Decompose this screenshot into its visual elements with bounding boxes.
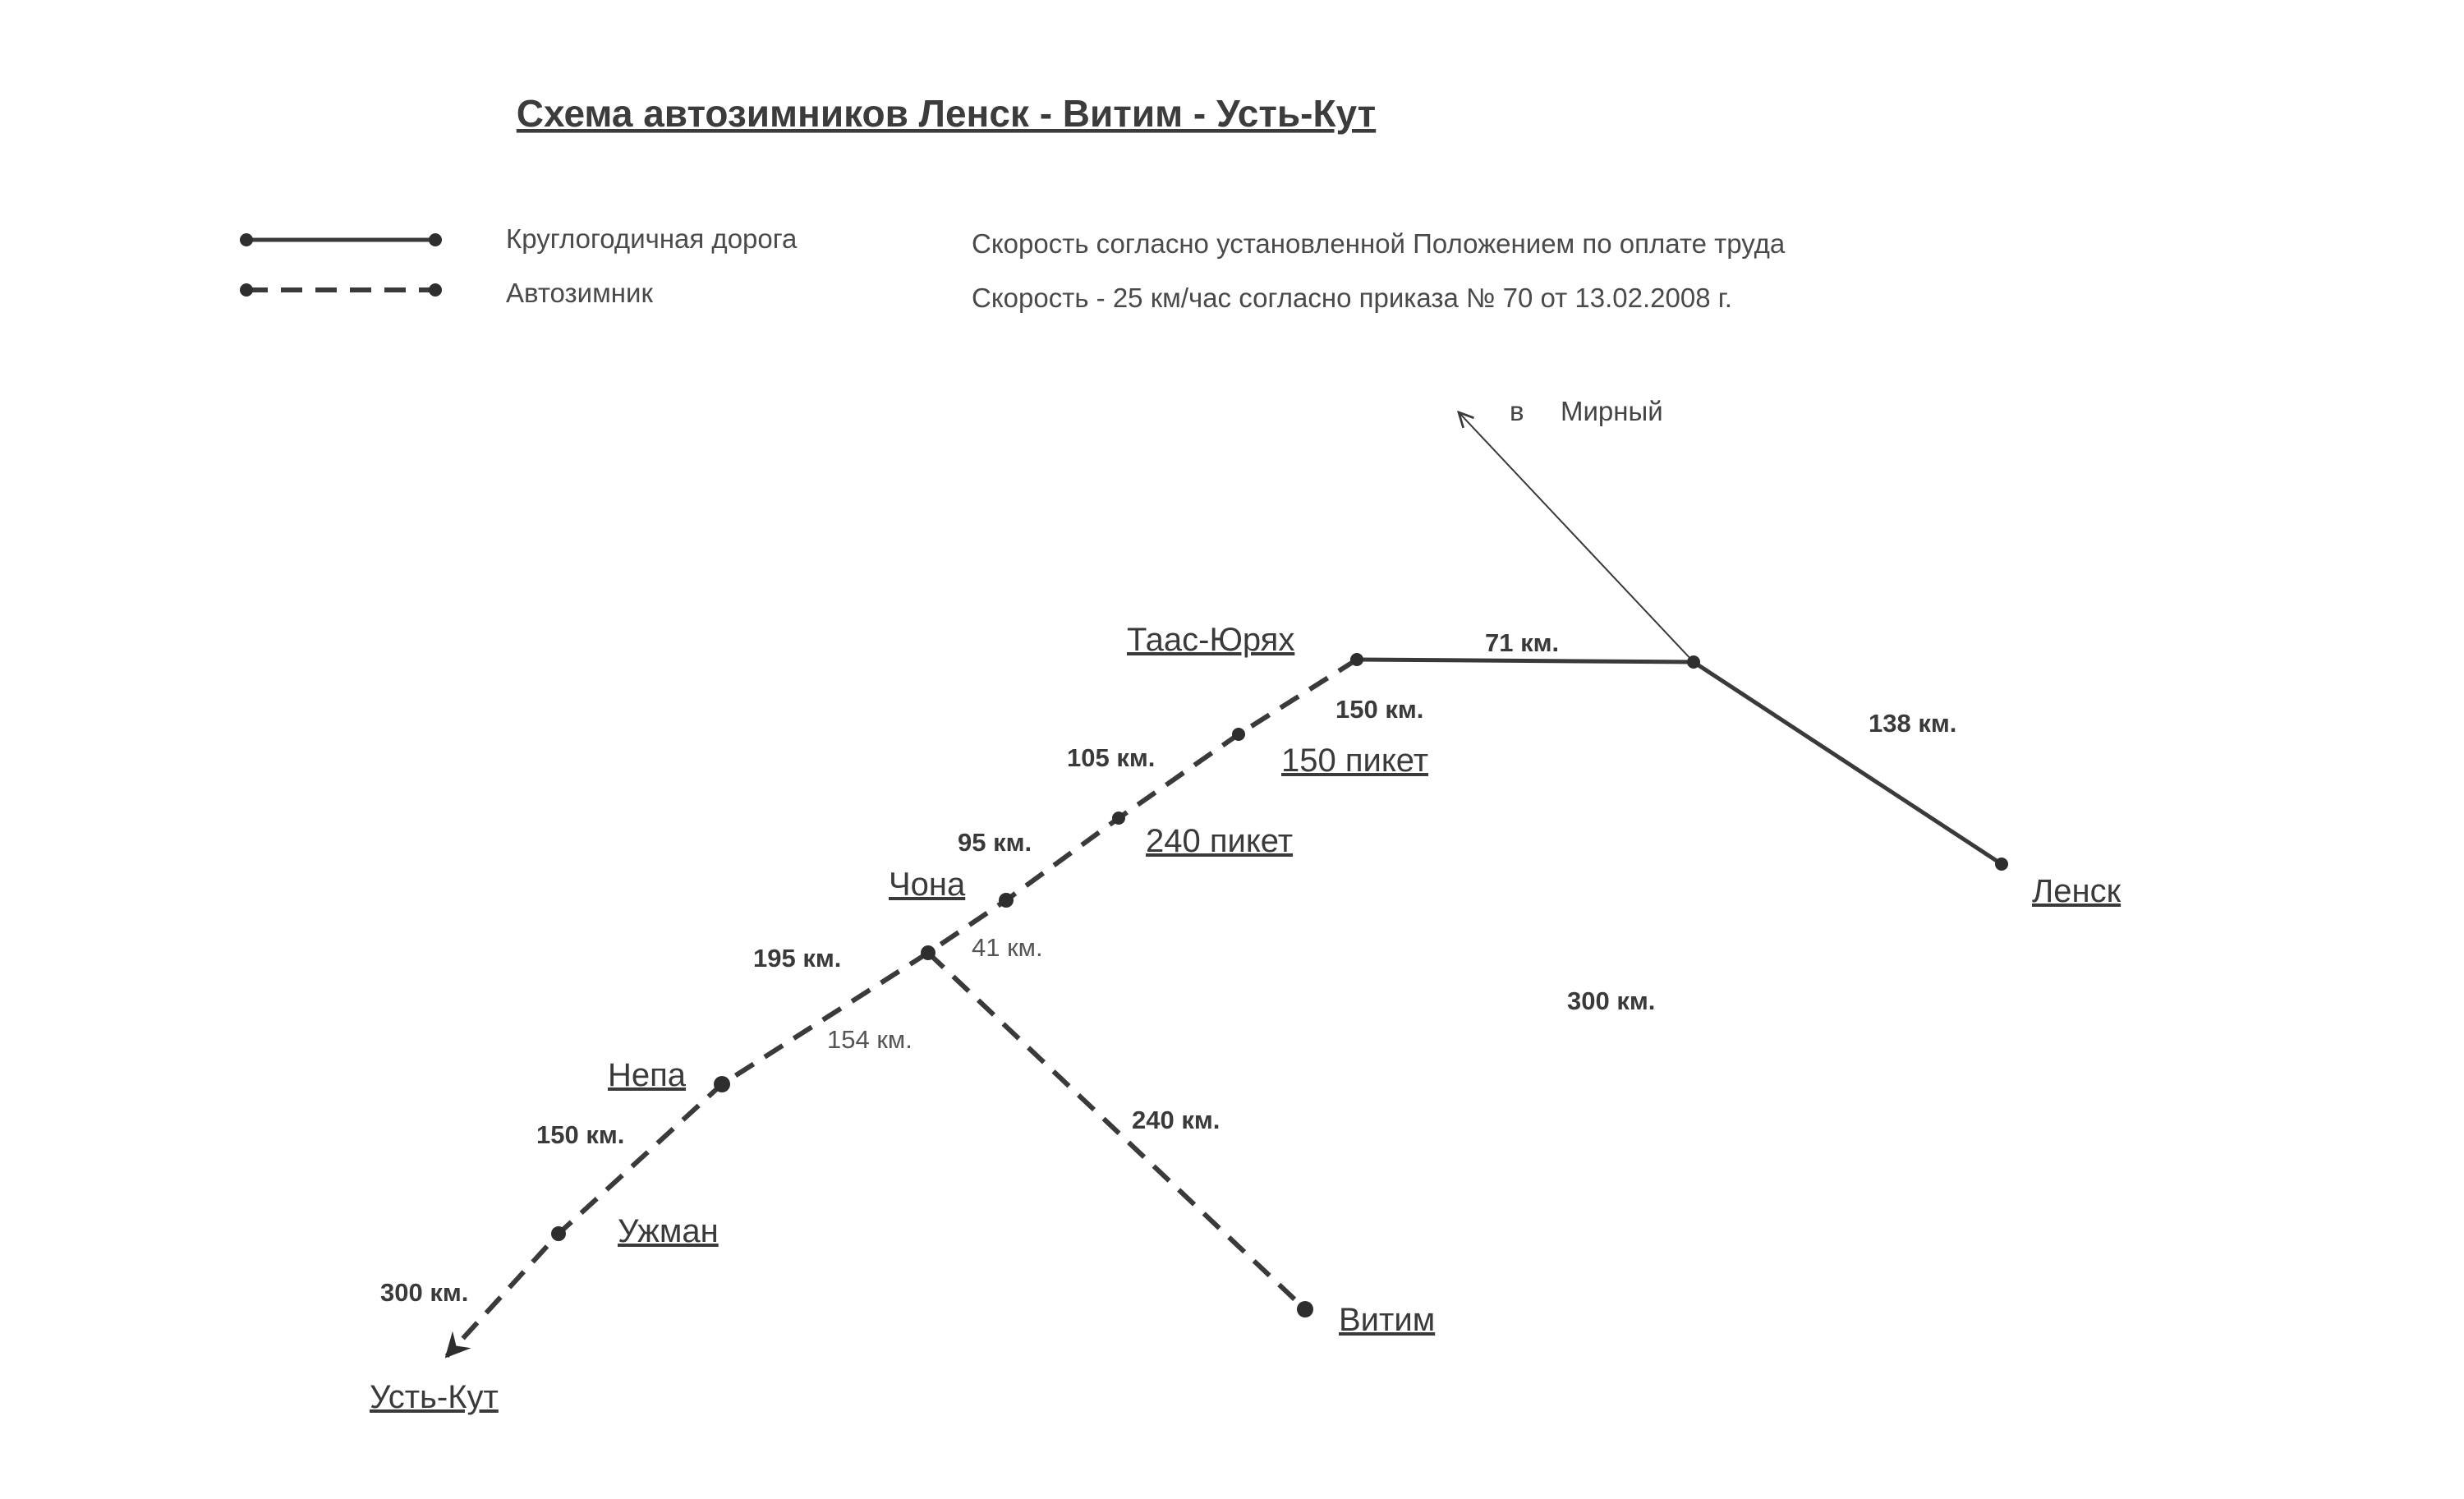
place-ust-kut: Усть-Кут — [370, 1379, 499, 1415]
distance-labels — [380, 628, 1956, 1307]
place-chona: Чона — [889, 867, 966, 903]
legend-dashed-end-dot — [429, 283, 442, 297]
place-nepa: Непа — [608, 1057, 687, 1093]
distance-uzhman-ustkut: 300 км. — [380, 1278, 469, 1307]
node-vitim — [1297, 1301, 1313, 1317]
mirny-prefix-label: в — [1510, 396, 1524, 426]
place-taas-yuryakh: Таас-Юрях — [1127, 622, 1295, 658]
node-chona — [999, 893, 1014, 908]
distance-picket-240-chona: 95 км. — [958, 828, 1032, 857]
distance-nepa-uzhman: 150 км. — [536, 1120, 625, 1149]
node-junction — [1687, 655, 1700, 669]
distance-fork-nepa: 154 км. — [827, 1025, 913, 1054]
distance-lensk-vitim: 300 км. — [1567, 986, 1656, 1015]
node-lensk — [1995, 858, 2008, 871]
legend-dashed-start-dot — [240, 283, 253, 297]
legend-solid-start-dot — [240, 233, 253, 246]
distance-chona-fork: 41 км. — [972, 933, 1043, 962]
winter-road-taas-fork — [928, 660, 1357, 953]
place-labels — [370, 622, 2122, 1415]
distance-fork-195: 195 км. — [753, 944, 842, 973]
node-fork — [921, 945, 935, 960]
scheme-title: Схема автозимников Ленск - Витим - Усть-Кут — [516, 92, 1377, 135]
legend-winter-note: Скорость - 25 км/час согласно приказа № 70 от 13.02.2008 г. — [972, 283, 1732, 313]
place-lensk: Ленск — [2032, 873, 2122, 909]
place-picket-150: 150 пикет — [1281, 743, 1429, 779]
node-picket-150 — [1232, 728, 1245, 741]
node-uzhman — [551, 1226, 566, 1241]
winter-road-fork-ustkut — [447, 953, 928, 1356]
road-junction-lensk — [1694, 662, 2002, 864]
node-taas-yuryakh — [1350, 653, 1363, 666]
distance-picket-150-picket-240: 105 км. — [1067, 743, 1156, 772]
node-nepa — [714, 1076, 730, 1092]
distance-taas-junction: 71 км. — [1485, 628, 1560, 657]
road-to-mirny — [1459, 412, 1694, 662]
legend — [240, 223, 1786, 313]
place-picket-240: 240 пикет — [1146, 823, 1294, 859]
legend-solid-end-dot — [429, 233, 442, 246]
place-uzhman: Ужман — [618, 1213, 719, 1249]
distance-taas-picket-150: 150 км. — [1335, 695, 1424, 724]
road-taas-junction — [1357, 660, 1694, 662]
winter-road-fork-vitim — [928, 953, 1305, 1309]
legend-winter-label: Автозимник — [506, 278, 653, 308]
distance-fork-vitim: 240 км. — [1132, 1106, 1221, 1134]
legend-year-round-note: Скорость согласно установленной Положением по оплате труда — [972, 228, 1786, 259]
mirny-label: Мирный — [1561, 396, 1663, 426]
nodes — [551, 653, 2008, 1317]
legend-year-round-label: Круглогодичная дорога — [506, 223, 798, 254]
node-picket-240 — [1112, 812, 1125, 825]
place-vitim: Витим — [1339, 1302, 1436, 1338]
distance-junction-lensk: 138 км. — [1869, 709, 1957, 738]
